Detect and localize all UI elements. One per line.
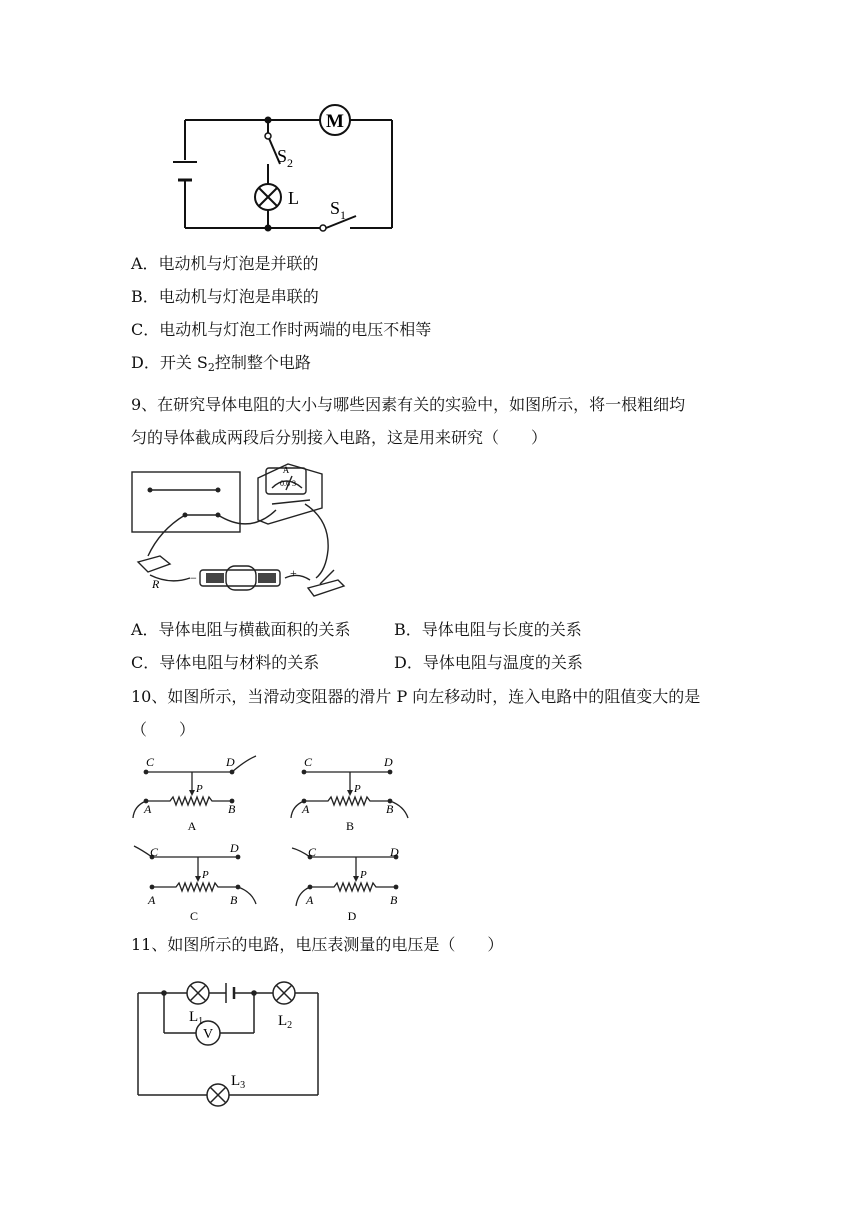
resistor-label: R <box>152 577 160 591</box>
svg-text:C: C <box>304 755 313 769</box>
q10-rheostat-b <box>288 750 428 835</box>
caption-c: C <box>189 909 199 923</box>
q10-rheostat-a <box>130 750 270 835</box>
svg-text:B: B <box>230 893 238 907</box>
q11-circuit-diagram <box>130 975 330 1115</box>
q9-option-a: A．导体电阻与横截面积的关系 <box>131 620 351 639</box>
battery-minus: − <box>190 571 197 585</box>
l3-label: $L_3$ <box>231 1073 246 1091</box>
switch-s2-label: $S_2$ <box>277 146 294 170</box>
caption-d: D <box>347 909 357 923</box>
motor-label: M <box>326 111 344 132</box>
q11-stem: 11、如图所示的电路，电压表测量的电压是（ ） <box>131 935 504 954</box>
ammeter-label: A <box>282 465 290 475</box>
q10-stem-line2: （ ） <box>131 720 196 739</box>
q9-option-b: B．导体电阻与长度的关系 <box>394 620 582 639</box>
l1-label: $L_1$ <box>189 1009 204 1027</box>
svg-text:A: A <box>148 893 156 907</box>
q8-circuit-diagram <box>160 100 410 240</box>
q8-option-d: D．开关 $S_2$控制整个电路 <box>131 353 311 374</box>
svg-text:B: B <box>390 893 398 907</box>
svg-text:P: P <box>360 869 367 881</box>
q10-rheostat-c <box>130 840 270 925</box>
svg-text:D: D <box>230 841 239 855</box>
svg-text:A: A <box>302 802 310 816</box>
q9-stem-line1: 9、在研究导体电阻的大小与哪些因素有关的实验中，如图所示，将一根粗细均 <box>131 395 686 414</box>
svg-text:P: P <box>202 869 209 881</box>
q9-stem-line2: 匀的导体截成两段后分别接入电路，这是用来研究（ ） <box>131 428 548 447</box>
caption-a: A <box>187 819 197 833</box>
q8-option-b: B．电动机与灯泡是串联的 <box>131 287 319 306</box>
q8-option-a: A．电动机与灯泡是并联的 <box>131 254 319 273</box>
battery-plus: + <box>290 566 297 580</box>
svg-text:B: B <box>228 802 236 816</box>
ammeter-scale: 0.6 3 <box>280 479 296 488</box>
voltmeter-label: V <box>202 1027 214 1042</box>
svg-text:P: P <box>354 783 361 795</box>
q8-option-c: C．电动机与灯泡工作时两端的电压不相等 <box>131 320 432 339</box>
svg-text:D: D <box>390 845 399 859</box>
q9-option-d: D．导体电阻与温度的关系 <box>394 653 583 672</box>
svg-text:C: C <box>146 755 155 769</box>
svg-text:D: D <box>226 755 235 769</box>
svg-text:A: A <box>306 893 314 907</box>
svg-text:C: C <box>150 845 159 859</box>
svg-text:B: B <box>386 802 394 816</box>
q9-experiment-figure <box>130 460 370 600</box>
l2-label: $L_2$ <box>278 1013 293 1031</box>
svg-text:D: D <box>384 755 393 769</box>
q10-stem-line1: 10、如图所示，当滑动变阻器的滑片 P 向左移动时，连入电路中的阻值变大的是 <box>131 687 701 706</box>
svg-text:C: C <box>308 845 317 859</box>
svg-text:P: P <box>196 783 203 795</box>
caption-b: B <box>345 819 355 833</box>
lamp-label: L <box>288 188 299 208</box>
q10-rheostat-d <box>288 840 428 925</box>
switch-s1-label: $S_1$ <box>330 198 347 222</box>
svg-text:A: A <box>144 802 152 816</box>
q9-option-c: C．导体电阻与材料的关系 <box>131 653 320 672</box>
